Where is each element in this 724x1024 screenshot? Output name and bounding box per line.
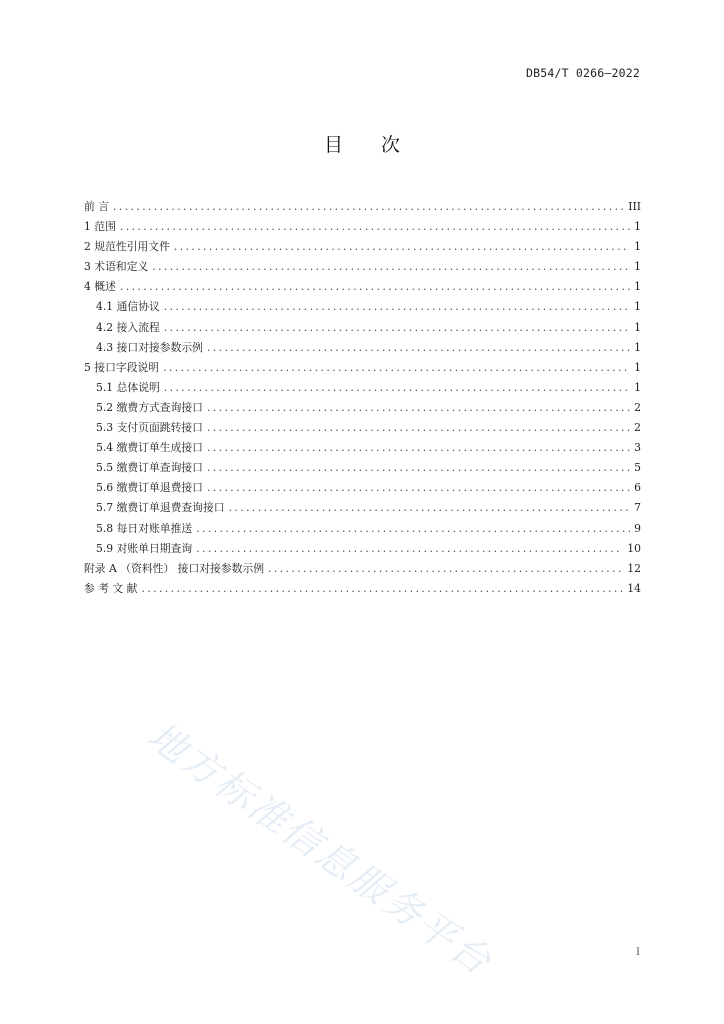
toc-entry-label: 4.2 接入流程 bbox=[96, 320, 160, 334]
toc-entry[interactable] bbox=[84, 561, 641, 581]
toc-entry-label: 4.3 接口对接参数示例 bbox=[96, 340, 203, 354]
toc-leader-dots bbox=[229, 501, 631, 514]
toc-entry-label: 5.5 缴费订单查询接口 bbox=[96, 461, 203, 475]
toc-entry-page: 1 bbox=[634, 360, 641, 374]
standard-number: DB54/T 0266—2022 bbox=[526, 66, 640, 80]
toc-entry[interactable] bbox=[84, 340, 641, 360]
toc-entry[interactable] bbox=[84, 320, 641, 340]
toc-entry-page: 1 bbox=[634, 340, 641, 354]
toc-leader-dots bbox=[196, 542, 623, 555]
toc-entry[interactable] bbox=[84, 440, 641, 460]
toc-entry-page: 14 bbox=[627, 581, 641, 595]
toc-entry-label: 5.7 缴费订单退费查询接口 bbox=[96, 501, 225, 515]
toc-entry-label: 5.6 缴费订单退费接口 bbox=[96, 481, 203, 495]
toc-leader-dots bbox=[207, 461, 630, 474]
toc-leader-dots bbox=[113, 200, 624, 213]
toc-entry[interactable] bbox=[84, 219, 641, 239]
toc-entry-label: 5.2 缴费方式查询接口 bbox=[96, 400, 203, 414]
toc-entry-page: 1 bbox=[634, 380, 641, 394]
toc-leader-dots bbox=[164, 300, 630, 313]
toc-leader-dots bbox=[164, 381, 630, 394]
page-number: I bbox=[636, 947, 640, 958]
toc-leader-dots bbox=[120, 220, 630, 233]
toc-leader-dots bbox=[207, 441, 630, 454]
toc-entry-label: 5.9 对账单日期查询 bbox=[96, 541, 193, 555]
toc-entry-label: 附录 A （资料性） 接口对接参数示例 bbox=[84, 561, 265, 575]
toc-entry-page: 9 bbox=[634, 521, 641, 535]
toc-entry-label: 参 考 文 献 bbox=[84, 581, 138, 595]
toc-entry-label: 前 言 bbox=[84, 200, 110, 213]
toc-entry-label: 5 接口字段说明 bbox=[84, 360, 160, 374]
toc-entry[interactable] bbox=[84, 541, 641, 561]
toc-entry[interactable] bbox=[84, 480, 641, 500]
toc-entry[interactable] bbox=[84, 360, 641, 380]
toc-entry-page: 5 bbox=[634, 461, 641, 475]
toc-entry-label: 4.1 通信协议 bbox=[96, 300, 160, 314]
toc-entry-label: 5.8 每日对账单推送 bbox=[96, 521, 193, 535]
toc-entry-label: 1 范围 bbox=[84, 220, 116, 234]
toc-leader-dots bbox=[120, 280, 630, 293]
toc-leader-dots bbox=[152, 260, 630, 273]
toc-entry-page: 1 bbox=[634, 320, 641, 334]
toc-entry-label: 2 规范性引用文件 bbox=[84, 240, 170, 254]
toc-entry[interactable] bbox=[84, 199, 641, 219]
toc-entry-page: 7 bbox=[634, 501, 641, 515]
toc-entry-page: 1 bbox=[634, 240, 641, 254]
toc-leader-dots bbox=[207, 401, 630, 414]
toc-entry-page: 2 bbox=[634, 421, 641, 435]
toc-leader-dots bbox=[268, 562, 623, 575]
toc-leader-dots bbox=[207, 341, 630, 354]
toc-entry-label: 5.1 总体说明 bbox=[96, 380, 160, 394]
toc-entry[interactable] bbox=[84, 259, 641, 279]
toc-entry-label: 4 概述 bbox=[84, 280, 116, 294]
toc-entry-page: 6 bbox=[634, 481, 641, 495]
toc-leader-dots bbox=[196, 522, 630, 535]
watermark: 地方标准信息服务平台 bbox=[139, 713, 501, 985]
toc-entry[interactable] bbox=[84, 239, 641, 259]
toc-leader-dots bbox=[141, 582, 623, 595]
page-title bbox=[0, 130, 724, 157]
toc-entry-page: III bbox=[628, 200, 641, 213]
table-of-contents bbox=[84, 199, 641, 601]
toc-entry-label: 3 术语和定义 bbox=[84, 260, 149, 274]
toc-entry[interactable] bbox=[84, 521, 641, 541]
toc-entry-page: 2 bbox=[634, 400, 641, 414]
toc-entry[interactable] bbox=[84, 400, 641, 420]
toc-leader-dots bbox=[207, 481, 630, 494]
toc-leader-dots bbox=[163, 361, 630, 374]
toc-entry[interactable] bbox=[84, 279, 641, 299]
toc-entry-page: 10 bbox=[627, 541, 641, 555]
toc-entry-page: 1 bbox=[634, 260, 641, 274]
toc-entry[interactable] bbox=[84, 420, 641, 440]
toc-leader-dots bbox=[207, 421, 630, 434]
toc-entry[interactable] bbox=[84, 460, 641, 480]
toc-entry-page: 3 bbox=[634, 441, 641, 455]
toc-entry-label: 5.3 支付页面跳转接口 bbox=[96, 421, 203, 435]
toc-entry-label: 5.4 缴费订单生成接口 bbox=[96, 441, 203, 455]
toc-entry[interactable] bbox=[84, 500, 641, 520]
toc-entry-page: 1 bbox=[634, 300, 641, 314]
toc-entry[interactable] bbox=[84, 581, 641, 601]
toc-entry-page: 1 bbox=[634, 220, 641, 234]
toc-entry-page: 1 bbox=[634, 280, 641, 294]
toc-leader-dots bbox=[164, 321, 630, 334]
toc-entry[interactable] bbox=[84, 299, 641, 319]
toc-entry[interactable] bbox=[84, 380, 641, 400]
toc-leader-dots bbox=[174, 240, 630, 253]
title-char-2: 次 bbox=[381, 134, 401, 156]
toc-entry-page: 12 bbox=[627, 561, 641, 575]
title-char-1: 目 bbox=[323, 134, 343, 156]
